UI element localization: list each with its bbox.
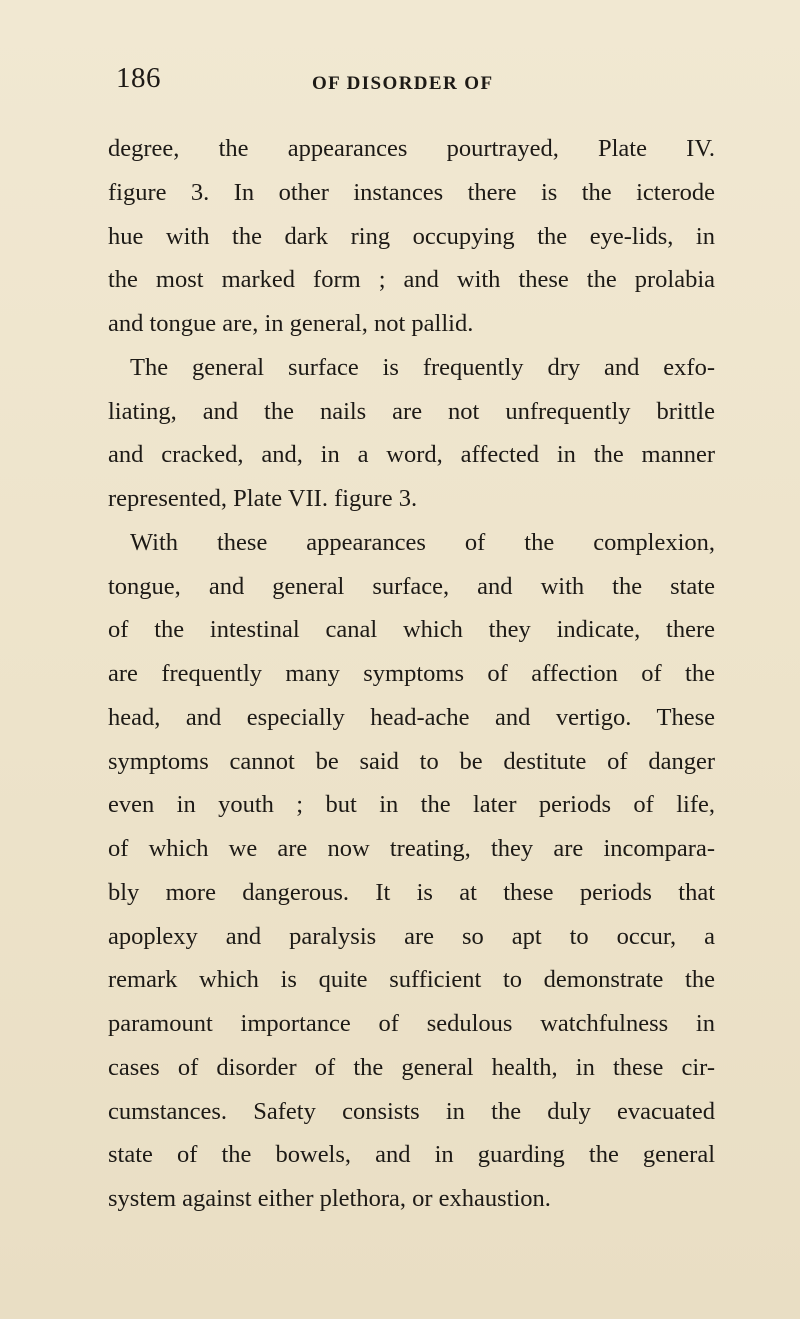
paragraph-start-line: With these appearances of the complexion, <box>130 528 715 556</box>
text-line: are frequently many symptoms of affection of the <box>108 660 715 687</box>
running-head <box>100 64 720 104</box>
text-line: figure 3. In other instances there is the icterode <box>108 178 715 206</box>
paragraph-end-line: represented, Plate VII. figure 3. <box>108 485 418 512</box>
text-line: liating, and the nails are not unfrequently brittle <box>108 397 715 425</box>
text-line: cases of disorder of the general health, in these cir- <box>108 1053 715 1081</box>
text-line: remark which is quite sufficient to demonstrate the <box>108 966 715 994</box>
text-line: of which we are now treating, they are incompara- <box>108 835 715 862</box>
page-number: 186 <box>116 62 161 94</box>
paragraph-start-line: The general surface is frequently dry and exfo- <box>130 353 715 381</box>
text-line: cumstances. Safety consists in the duly evacuated <box>108 1097 715 1125</box>
text-line: even in youth ; but in the later periods of life, <box>108 791 715 819</box>
running-title: OF DISORDER OF <box>312 73 494 94</box>
text-line: degree, the appearances pourtrayed, Plate IV. <box>108 135 715 162</box>
text-line: hue with the dark ring occupying the eye-lids, in <box>108 222 715 250</box>
paragraph-end-line: and tongue are, in general, not pallid. <box>108 310 474 337</box>
text-line: the most marked form ; and with these the prolabia <box>108 266 715 294</box>
body-text <box>108 127 715 1221</box>
paragraph-end-line: system against either plethora, or exhaustion. <box>108 1185 551 1212</box>
text-line: bly more dangerous. It is at these periods that <box>108 878 715 906</box>
text-line: of the intestinal canal which they indicate, there <box>108 616 715 644</box>
text-line: head, and especially head-ache and vertigo. These <box>108 703 715 731</box>
text-line: paramount importance of sedulous watchfulness in <box>108 1010 715 1037</box>
text-line: and cracked, and, in a word, affected in the manner <box>108 441 715 469</box>
text-line: tongue, and general surface, and with the state <box>108 572 715 600</box>
text-line: state of the bowels, and in guarding the general <box>108 1141 715 1169</box>
text-line: apoplexy and paralysis are so apt to occur, a <box>108 922 715 950</box>
text-line: symptoms cannot be said to be destitute of danger <box>108 747 715 775</box>
